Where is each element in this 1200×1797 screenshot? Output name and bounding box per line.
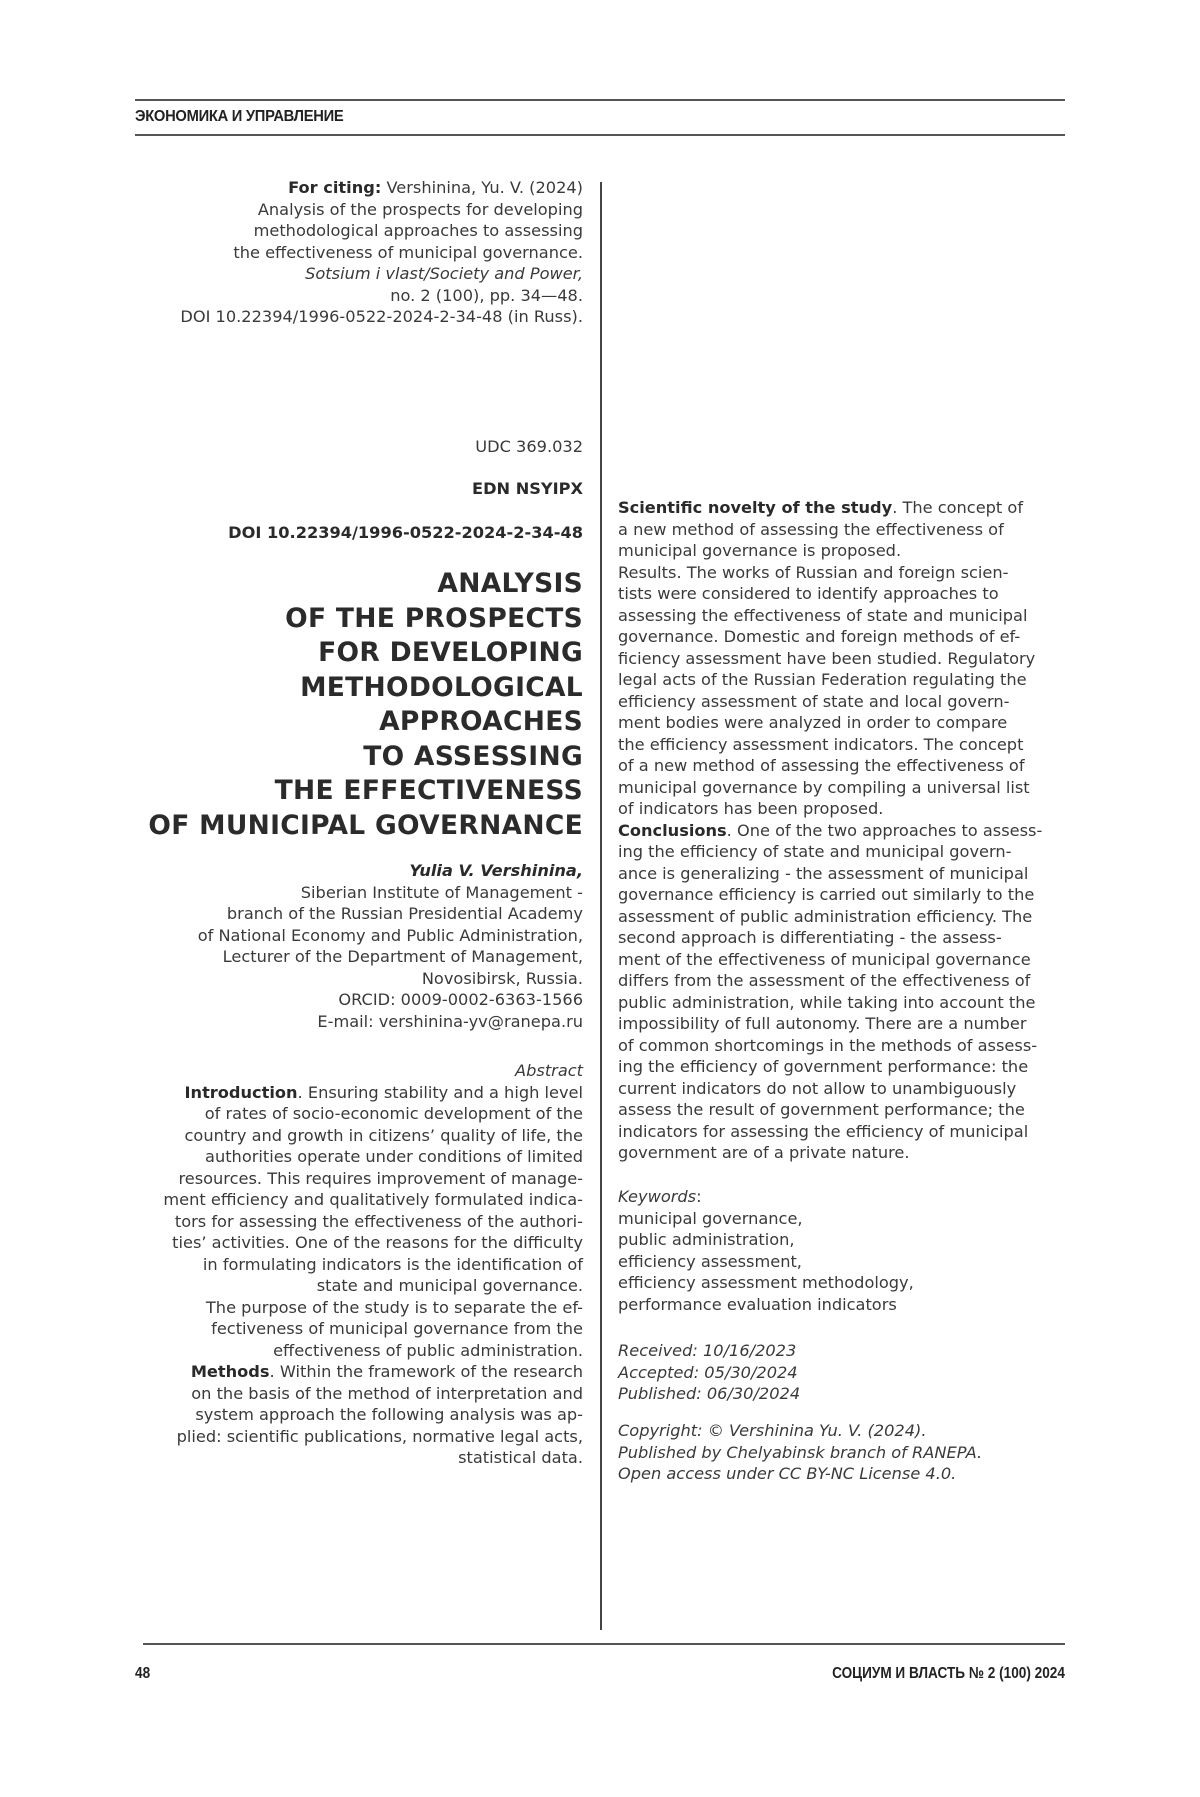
section-title: ЭКОНОМИКА И УПРАВЛЕНИЕ (135, 108, 344, 125)
conclusions-label: Conclusions (618, 820, 727, 840)
author-block: Yulia V. Vershinina, Siberian Institute of Management - branch of the Russian Presidential Academy of National Economy and Public Administration, Lecturer of the Department of Management, Novosibirsk, Russia. ORCID: 0009-0002-6363-1566 E-mail: vershinina-yv@ranepa.ru (130, 860, 583, 1032)
methods-label: Methods (190, 1362, 270, 1381)
header-top-rule (135, 99, 1065, 101)
copyright-block: Copyright: © Vershinina Yu. V. (2024). Published by Chelyabinsk branch of RANEPA. Open access under CC BY-NC License 4.0. (618, 1420, 1068, 1485)
header-bottom-rule (135, 134, 1065, 136)
results-paragraph: Results. The works of Russian and foreign scien- (618, 562, 1009, 582)
novelty-label: Scientific novelty of the study (618, 498, 893, 517)
keyword-item: public administration, (618, 1230, 795, 1249)
footer-rule (143, 1643, 1065, 1645)
citing-doi: DOI 10.22394/1996-0522-2024-2-34-48 (in Russ). (180, 307, 583, 326)
published-date: Published: 06/30/2024 (618, 1384, 801, 1403)
page-number: 48 (135, 1665, 151, 1682)
author-name: Yulia V. Vershinina, (409, 861, 583, 880)
column-divider (600, 182, 602, 1630)
citing-label: For citing: (288, 178, 382, 197)
keyword-item: performance evaluation indicators (618, 1294, 897, 1314)
email-link[interactable]: E-mail: vershinina-yv@ranepa.ru (317, 1011, 583, 1031)
journal-name: Sotsium i vlast/Society and Power, (305, 264, 583, 283)
license-text: Open access under CC BY-NC License 4.0. (618, 1464, 957, 1483)
orcid: ORCID: 0009-0002-6363-1566 (338, 990, 583, 1009)
abstract-block: Abstract Introduction. Ensuring stability and a high level of rates of socio-economic development of the country and growth in citizens’ quality of life, the authorities operate under conditions of limited resources. This requires improvement of manage- ment efficiency and qualitatively formulated indica- tors for assessing the effectiveness of the authori- ties’ activities. One of the reasons for the difficulty in formulating indicators is the identification of state and municipal governance. The purpose of the study is to separate the ef- fectiveness of municipal governance from the effectiveness of public administration. Methods. Within the framework of the research on the basis of the method of interpretation and system approach the following analysis was ap- plied: scientific publications, normative legal acts, statistical data. (130, 1060, 583, 1469)
keywords-label: Keywords (618, 1187, 697, 1206)
keyword-item: efficiency assessment, (618, 1251, 802, 1271)
journal-footer: СОЦИУМ И ВЛАСТЬ № 2 (100) 2024 (832, 1665, 1065, 1682)
received-date: Received: 10/16/2023 (618, 1341, 797, 1360)
introduction-label: Introduction (184, 1082, 298, 1102)
keyword-item: efficiency assessment methodology, (618, 1273, 914, 1292)
author-affiliation: Siberian Institute of Management - (300, 882, 583, 902)
article-title: ANALYSIS OF THE PROSPECTS FOR DEVELOPING METHODOLOGICAL APPROACHES TO ASSESSING THE EFFECTIVENESS OF MUNICIPAL GOVERNANCE (148, 568, 583, 841)
citation-block: For citing: Vershinina, Yu. V. (2024) Analysis of the prospects for developing methodological approaches to assessing the effectiveness of municipal governance. Sotsium i vlast/Society and Power, no. 2 (100), pp. 34—48. DOI 10.22394/1996-0522-2024-2-34-48 (in Russ). (130, 177, 583, 328)
abstract-label: Abstract (515, 1061, 583, 1080)
accepted-date: Accepted: 05/30/2024 (618, 1362, 798, 1382)
udc-code: UDC 369.032 (475, 437, 583, 456)
abstract-continued: Scientific novelty of the study. The concept of a new method of assessing the effectiveness of municipal governance is proposed. Results. The works of Russian and foreign scien- tists were considered to identify approaches to assessing the effectiveness of state and municipal governance. Domestic and foreign methods of ef- ficiency assessment have been studied. Regulatory legal acts of the Russian Federation regulating the efficiency assessment of state and local govern- ment bodies were analyzed in order to compare the efficiency assessment indicators. The concept of a new method of assessing the effectiveness of municipal governance by compiling a universal list of indicators has been proposed. Conclusions. One of the two approaches to assess- ing the efficiency of state and municipal govern- ance is generalizing - the assessment of municipal governance efficiency is carried out similarly to the assessment of public administration efficiency. The second approach is differentiating - the assess- ment of the effectiveness of municipal governance differs from the assessment of the effectiveness of public administration, while taking into account the impossibility of full autonomy. There are a number of common shortcomings in the methods of assess- ing the efficiency of government performance: the current indicators do not allow to unambiguously assess the result of government performance; the indicators for assessing the efficiency of municipal government are of a private nature. (618, 497, 1068, 1164)
keyword-item: municipal governance, (618, 1208, 803, 1228)
keywords-block: Keywords: municipal governance, public administration, efficiency assessment, efficiency assessment methodology, performance evaluation indicators (618, 1186, 1068, 1315)
doi-code: DOI 10.22394/1996-0522-2024-2-34-48 (228, 523, 583, 542)
edn-code: EDN NSYIPX (472, 479, 583, 498)
dates-block (618, 1340, 1068, 1405)
